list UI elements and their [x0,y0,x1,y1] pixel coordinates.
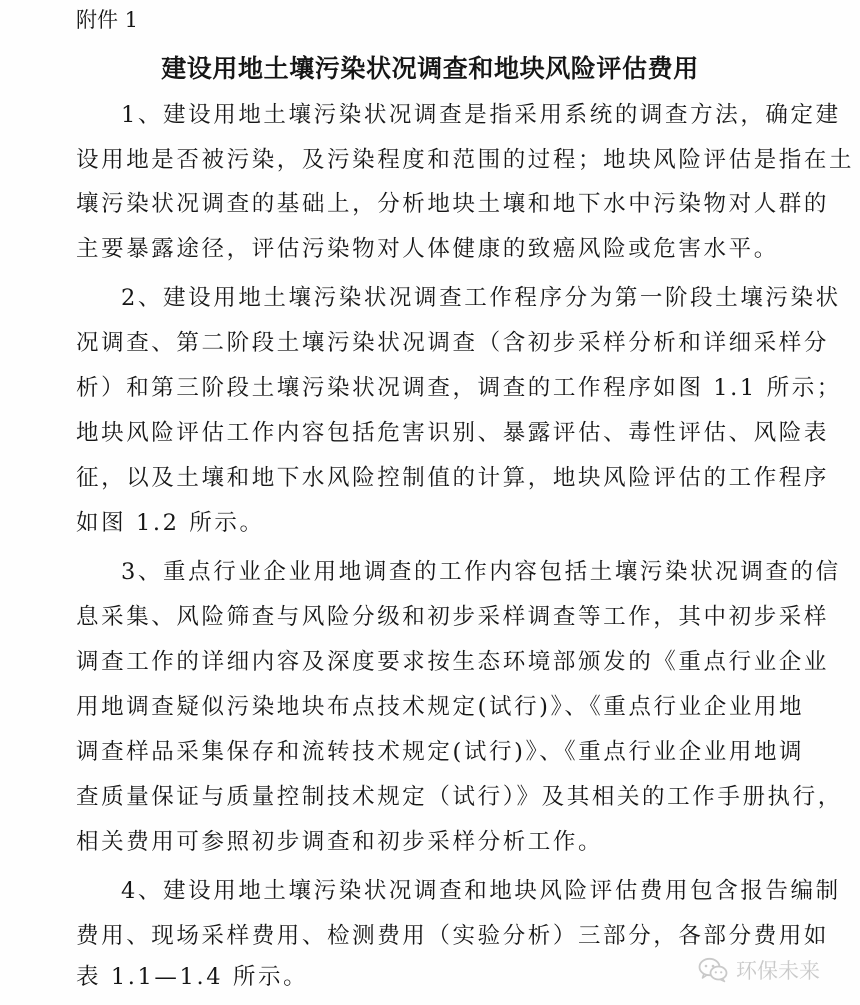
paragraph-4-line-2: 费用、现场采样费用、检测费用（实验分析）三部分，各部分费用如 [76,923,830,949]
paragraph-3-line-2: 息采集、风险筛查与风险分级和初步采样调查等工作，其中初步采样 [76,604,830,630]
watermark-text: 环保未来 [736,959,820,983]
paragraph-2-line-4: 地块风险评估工作内容包括危害识别、暴露评估、毒性评估、风险表 [76,420,830,446]
paragraph-2-line-1: 2、建设用地土壤污染状况调查工作程序分为第一阶段土壤污染状 [121,285,841,311]
paragraph-4-line-1: 4、建设用地土壤污染状况调查和地块风险评估费用包含报告编制 [121,878,841,904]
paragraph-3-line-5: 调查样品采集保存和流转技术规定(试行)》、《重点行业企业用地调 [76,739,805,765]
paragraph-1-line-4: 主要暴露途径，评估污染物对人体健康的致癌风险或危害水平。 [76,236,779,262]
document-title: 建设用地土壤污染状况调查和地块风险评估费用 [161,54,699,83]
paragraph-3-line-3: 调查工作的详细内容及深度要求按生态环境部颁发的《重点行业企业 [76,649,830,675]
paragraph-2-line-5: 征，以及土壤和地下水风险控制值的计算，地块风险评估的工作程序 [76,465,830,491]
paragraph-2-line-2: 况调查、第二阶段土壤污染状况调查（含初步采样分析和详细采样分 [76,330,830,356]
paragraph-1-line-3: 壤污染状况调查的基础上，分析地块土壤和地下水中污染物对人群的 [76,191,830,217]
wechat-icon [698,957,728,983]
attachment-label: 附件 1 [76,8,139,32]
paragraph-2-line-3: 析）和第三阶段土壤污染状况调查，调查的工作程序如图 1.1 所示； [76,375,842,401]
paragraph-4-line-3: 表 1.1—1.4 所示。 [76,964,309,990]
paragraph-1-line-2: 设用地是否被污染，及污染程度和范围的过程；地块风险评估是指在土 [76,147,855,173]
paragraph-3-line-4: 用地调查疑似污染地块布点技术规定(试行)》、《重点行业企业用地 [76,694,805,720]
paragraph-3-line-1: 3、重点行业企业用地调查的工作内容包括土壤污染状况调查的信 [121,559,841,585]
watermark [698,952,820,988]
paragraph-2-line-6: 如图 1.2 所示。 [76,510,265,536]
paragraph-1-line-1: 1、建设用地土壤污染状况调查是指采用系统的调查方法，确定建 [121,102,841,128]
paragraph-3-line-6: 查质量保证与质量控制技术规定（试行）》及其相关的工作手册执行， [76,784,843,810]
paragraph-3-line-7: 相关费用可参照初步调查和初步采样分析工作。 [76,829,604,855]
